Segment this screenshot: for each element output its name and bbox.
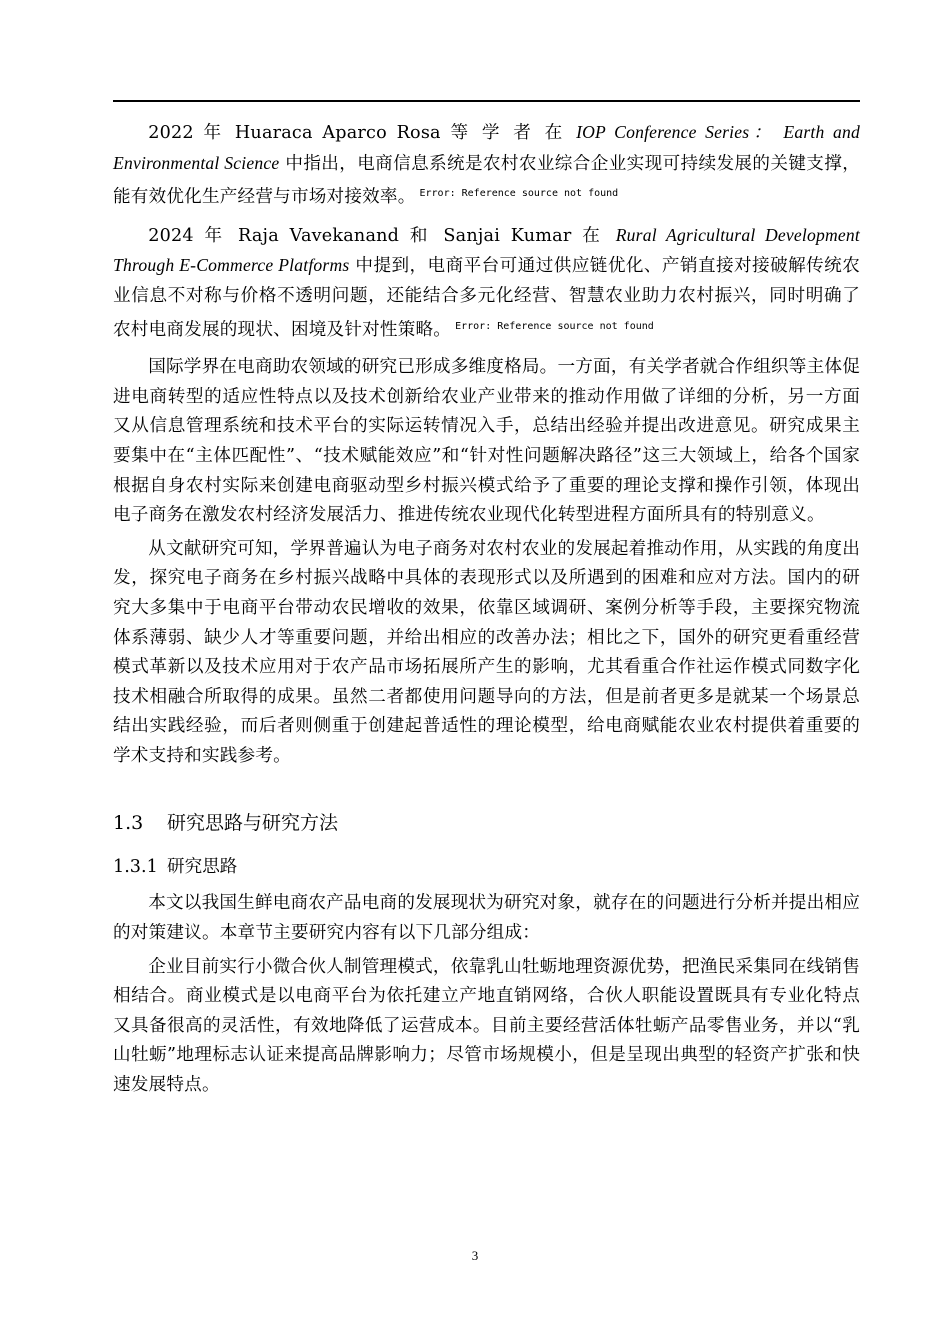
page-number: 3 (471, 1248, 479, 1263)
para1-part3: 中指出，电商信息系统是农村农业综合企业实现可持续发展的关键支撑，能有效优化生产经营与市场对接效率。 (113, 153, 860, 208)
para1-journal-title: IOP Conference Series： Earth and Environmental Science (113, 122, 860, 173)
header-rule (113, 100, 860, 102)
subsection-heading (113, 853, 860, 881)
section-number: 1.3 (113, 812, 144, 835)
para2-paper-title: Rural Agricultural Development Through E-Commerce Platforms (113, 224, 860, 276)
subsection-number: 1.3.1 (113, 857, 158, 878)
reference-error-2: Error: Reference source not found (455, 320, 654, 332)
para2-part1: 2024 年 Raja Vavekanand 和 Sanjai Kumar 在 (148, 225, 616, 246)
section-heading (113, 809, 860, 837)
paragraph-literature: 从文献研究可知，学界普遍认为电子商务对农村农业的发展起着推动作用，从实践的角度出发，探究电子商务在乡村振兴战略中具体的表现形式以及所遇到的困难和应对方法。国内的研究大多集中于电商平台带动农民增收的效果，依靠区域调研、案例分析等手段，主要探究物流体系薄弱、缺少人才等重要问题，并给出相应的改善办法；相比之下，国外的研究更看重经营模式革新以及技术应用对于农产品市场拓展所产生的影响，尤其看重合作社运作模式同数字化技术相融合所取得的成果。虽然二者都使用问题导向的方法，但是前者更多是就某一个场景总结出实践经验，而后者则侧重于创建起普适性的理论模型，给电商赋能农业农村提供着重要的学术支持和实践参考。 (113, 538, 860, 766)
section-title: 研究思路与研究方法 (167, 812, 339, 835)
para1-part1: 2022 年 Huaraca Aparco Rosa 等 学 者 在 (148, 123, 577, 143)
page-body (113, 118, 860, 1101)
paragraph-enterprise: 企业目前实行小微合伙人制管理模式，依靠乳山牡蛎地理资源优势，把渔民采集同在线销售相结合。商业模式是以电商平台为依托建立产地直销网络，合伙人职能设置既具有专业化特点又具备很高的灵活性，有效地降低了运营成本。目前主要经营活体牡蛎产品零售业务，并以“乳山牡蛎”地理标志认证来提高品牌影响力；尽管市场规模小，但是呈现出典型的轻资产扩张和快速发展特点。 (113, 956, 860, 1096)
paragraph-international: 国际学界在电商助农领域的研究已形成多维度格局。一方面，有关学者就合作组织等主体促进电商转型的适应性特点以及技术创新给农业产业带来的推动作用做了详细的分析，另一方面又从信息管理系统和技术平台的实际运转情况入手，总结出经验并提出改进意见。研究成果主要集中在“主体匹配性”、“技术赋能效应”和“针对性问题解决路径”这三大领域上，给各个国家根据自身农村实际来创建电商驱动型乡村振兴模式给予了重要的理论支撑和操作引领，体现出电子商务在激发农村经济发展活力、推进传统农业现代化转型进程方面所具有的特别意义。 (113, 357, 860, 526)
para2-part3: 中提到，电商平台可通过供应链优化、产销直接对接破解传统农业信息不对称与价格不透明问题，还能结合多元化经营、智慧农业助力农村振兴，同时明确了农村电商发展的现状、困境及针对性策略。 (113, 256, 860, 340)
subsection-title: 研究思路 (167, 857, 238, 878)
paragraph-raja (113, 221, 860, 345)
paragraph-research-object: 本文以我国生鲜电商农产品电商的发展现状为研究对象，就存在的问题进行分析并提出相应的对策建议。本章节主要研究内容有以下几部分组成： (113, 893, 860, 944)
reference-error-1: Error: Reference source not found (419, 188, 619, 200)
paragraph-huaraca (113, 118, 860, 213)
